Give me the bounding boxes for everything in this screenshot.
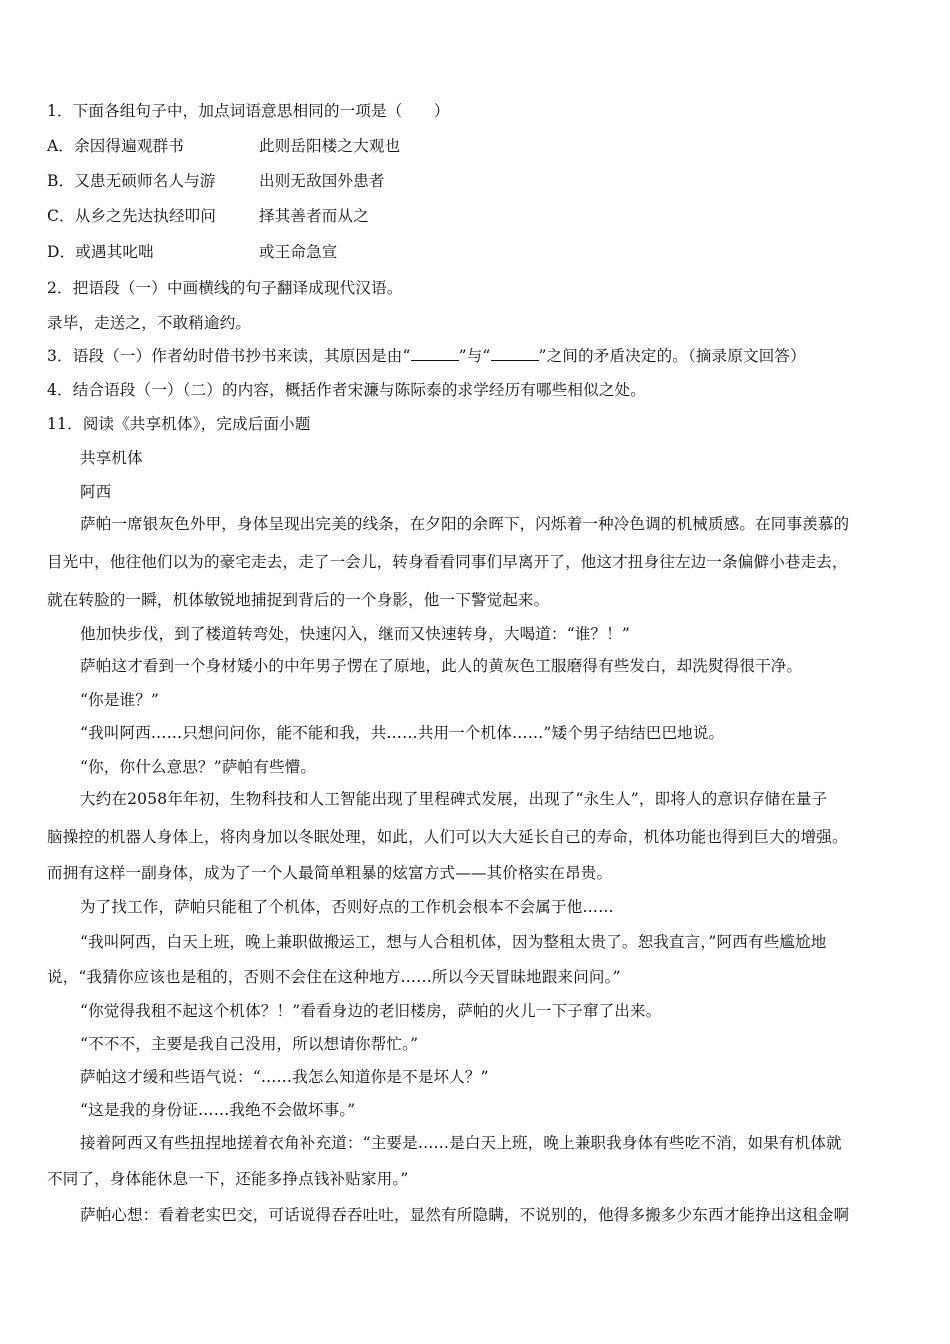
- article-line: 大约在2058年年初，生物科技和人工智能出现了里程碑式发展，出现了“永生人”，即将人的意识存储在量子: [80, 790, 828, 808]
- article-line: 为了找工作，萨帕只能租了个机体，否则好点的工作机会根本不会属于他……: [80, 898, 614, 916]
- q1-option-d-pair: 或王命急宣: [259, 243, 338, 261]
- q1-option-a[interactable]: [47, 135, 401, 157]
- article-line: 不同了，身体能休息一下，还能多挣点钱补贴家用。”: [47, 1170, 409, 1188]
- q1-option-b[interactable]: [47, 170, 385, 192]
- article-line: 萨帕一席银灰色外甲，身体呈现出完美的线条，在夕阳的余晖下，闪烁着一种冷色调的机械质感。在同事羡慕的: [80, 515, 850, 533]
- article-line: 脑操控的机器人身体上，将肉身加以冬眠处理，如此，人们可以大大延长自己的寿命，机体功能也得到巨大的增强。: [47, 828, 848, 846]
- q11-stem: 11．阅读《共享机体》，完成后面小题: [47, 415, 311, 433]
- article-line: “不不不，主要是我自己没用，所以想请你帮忙。”: [80, 1035, 419, 1053]
- article-line: 萨帕心想：看着老实巴交，可话说得吞吞吐吐，显然有所隐瞒，不说别的，他得多搬多少东西才能挣出这租金啊: [80, 1206, 850, 1224]
- article-line: 就在转脸的一瞬，机体敏锐地捕捉到背后的一个身影，他一下警觉起来。: [47, 591, 550, 609]
- article-author: 阿西: [80, 483, 112, 501]
- article-line: 他加快步伐，到了楼道转弯处，快速闪入，继而又快速转身，大喝道：“谁？！”: [80, 625, 631, 643]
- article-line: 萨帕这才缓和些语气说：“……我怎么知道你是不是坏人？”: [80, 1068, 489, 1086]
- article-line: 说，“我猜你应该也是租的，否则不会住在这种地方……所以今天冒昧地跟来问问。”: [47, 968, 621, 986]
- q1-option-d[interactable]: [47, 241, 338, 263]
- q3-part3: ”之间的矛盾决定的。（摘录原文回答）: [538, 347, 806, 365]
- q3-part2: ”与“: [458, 347, 491, 365]
- article-line: “我叫阿西，白天上班，晚上兼职做搬运工，想与人合租机体，因为整租太贵了。恕我直言，”阿西有些尴尬地: [80, 933, 827, 951]
- q1-stem: 1．下面各组句子中，加点词语意思相同的一项是（ ）: [47, 102, 450, 120]
- article-line: 接着阿西又有些扭捏地搓着衣角补充道：“主要是……是白天上班，晚上兼职我身体有些吃不消，如果有机体就: [80, 1134, 842, 1152]
- q3-stem: [47, 345, 806, 367]
- article-line: “你是谁？”: [80, 691, 160, 709]
- q1-option-a-text: A．余因得遍观群书: [47, 137, 184, 155]
- q2-stem: 2．把语段（一）中画横线的句子翻译成现代汉语。: [47, 279, 403, 297]
- q1-option-c[interactable]: [47, 205, 369, 227]
- q4-stem: 4．结合语段（一）（二）的内容，概括作者宋濂与陈际泰的求学经历有哪些相似之处。: [47, 381, 646, 399]
- article-line: “我叫阿西……只想问问你，能不能和我，共……共用一个机体……”矮个男子结结巴巴地说。: [80, 724, 725, 742]
- q1-option-a-pair: 此则岳阳楼之大观也: [259, 137, 401, 155]
- article-title: 共享机体: [80, 449, 143, 467]
- article-line: 而拥有这样一副身体，成为了一个人最简单粗暴的炫富方式——其价格实在昂贵。: [47, 864, 613, 882]
- article-line: “你，你什么意思？”萨帕有些懵。: [80, 758, 317, 776]
- q2-sentence: 录毕，走送之，不敢稍逾约。: [47, 314, 252, 332]
- q3-blank-1[interactable]: [411, 346, 459, 361]
- q1-option-c-pair: 择其善者而从之: [259, 207, 369, 225]
- q3-part1: 3．语段（一）作者幼时借书抄书来读，其原因是由“: [47, 347, 411, 365]
- article-line: “这是我的身份证……我绝不会做坏事。”: [80, 1101, 356, 1119]
- q1-option-d-text: D．或遇其叱咄: [47, 243, 154, 261]
- q1-option-b-pair: 出则无敌国外患者: [259, 172, 385, 190]
- article-line: “你觉得我租不起这个机体？！”看看身边的老旧楼房，萨帕的火儿一下子窜了出来。: [80, 1002, 662, 1020]
- q3-blank-2[interactable]: [491, 346, 539, 361]
- q1-option-b-text: B．又患无硕师名人与游: [47, 172, 216, 190]
- q1-option-c-text: C．从乡之先达执经叩问: [47, 207, 217, 225]
- article-line: 萨帕这才看到一个身材矮小的中年男子愣在了原地，此人的黄灰色工服磨得有些发白，却洗熨得很干净。: [80, 657, 803, 675]
- article-line: 目光中，他往他们以为的豪宅走去，走了一会儿，转身看看同事们早离开了，他这才扭身往左边一条偏僻小巷走去，: [47, 553, 848, 571]
